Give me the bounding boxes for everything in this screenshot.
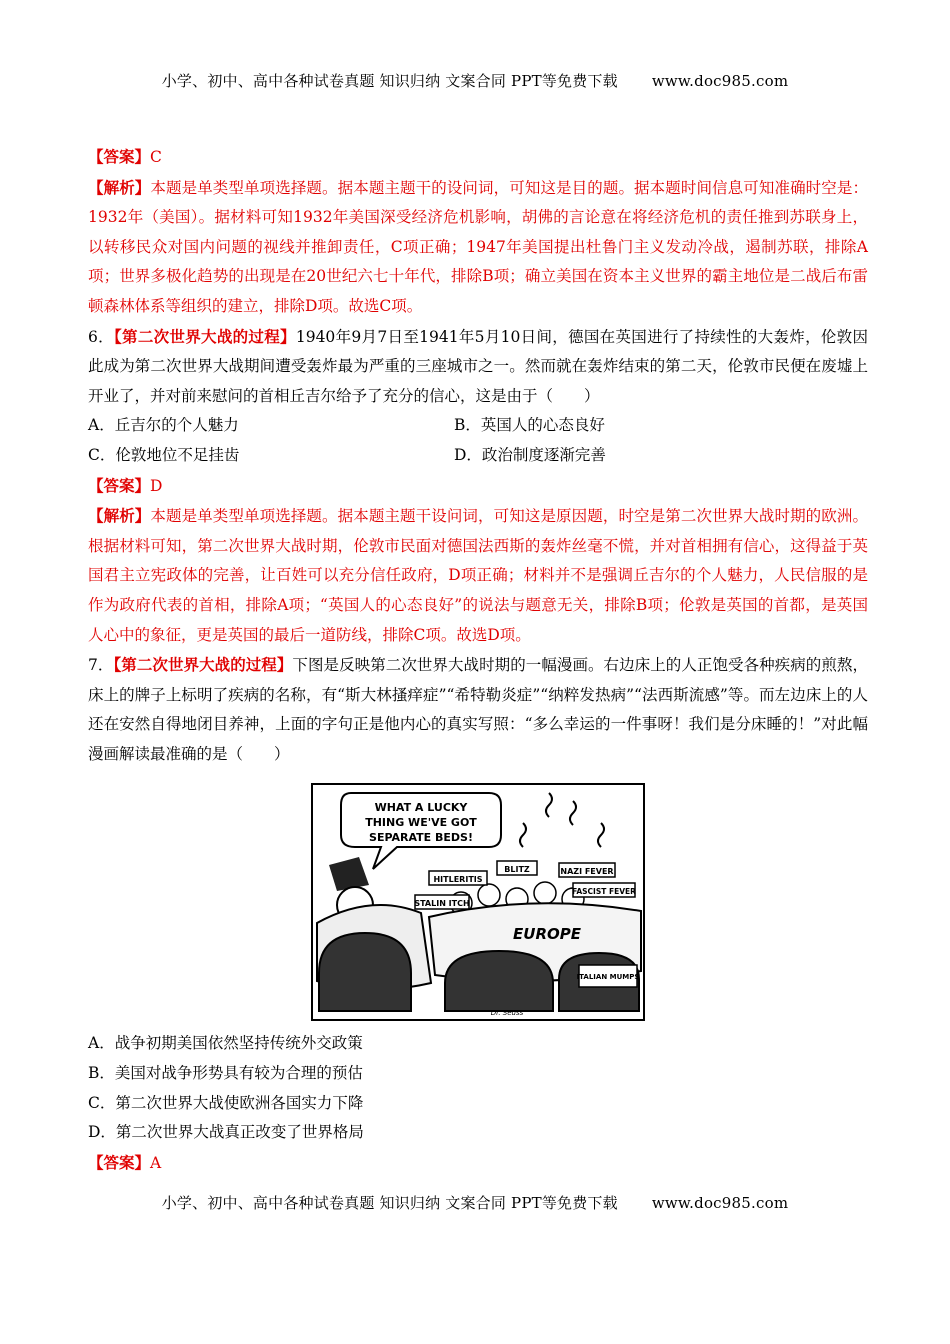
q7-tag: 【第二次世界大战的过程】 — [113, 655, 293, 675]
q6-analysis — [88, 501, 868, 650]
q7-option-c: C．第二次世界大战使欧洲各国实力下降 — [88, 1093, 364, 1112]
page-header — [0, 70, 950, 91]
q7-stem — [88, 650, 868, 769]
q5-answer-label: 【答案】 — [88, 147, 151, 166]
sign-hitleritis: HITLERITIS — [433, 875, 483, 885]
footer-url: www.doc985.com — [651, 1194, 789, 1212]
q6-tag: 【第二次世界大战的过程】 — [113, 326, 296, 346]
q5-analysis-text: 本题是单类型单项选择题。据本题主题干的设问词，可知这是目的题。据本题时间信息可知准确时空是：1932年（美国）。据材料可知1932年美国深受经济危机影响，胡佛的言论意在将经济危机的责任推到苏联身上，以转移民众对国内问题的视线并推卸责任，C项正确；1947年美国提出杜鲁门主义发动冷战，遏制苏联，排除A项；世界多极化趋势的出现是在20世纪六七十年代，排除B项；确立美国在资本主义世界的霸主地位是二战后布雷顿森林体系等组织的建立，排除D项。故选C项。 — [88, 178, 868, 315]
q6-options-row-2 — [88, 441, 868, 471]
q7-option-d: D．第二次世界大战真正改变了世界格局 — [88, 1123, 364, 1142]
q6-stem — [88, 322, 868, 412]
sign-stalin: STALIN ITCH — [414, 899, 470, 909]
q6-option-c: C．伦敦地位不足挂齿 — [88, 445, 240, 464]
cartoon-speech-line-2: THING WE'VE GOT — [365, 816, 477, 830]
document-body — [88, 142, 868, 1178]
q6-option-a: A．丘吉尔的个人魅力 — [88, 416, 239, 435]
q6-option-d: D．政治制度逐渐完善 — [454, 445, 606, 464]
sign-mumps: ITALIAN MUMPS — [576, 973, 640, 982]
q6-number: 6． — [88, 327, 114, 346]
q6-option-b: B．英国人的心态良好 — [454, 416, 605, 435]
q5-analysis-label: 【解析】 — [88, 177, 151, 197]
q7-answer-label: 【答案】 — [88, 1152, 151, 1172]
q7-option-b: B．美国对战争形势具有较为合理的预估 — [88, 1064, 363, 1083]
q6-answer-label: 【答案】 — [88, 475, 151, 495]
cartoon-illustration — [311, 783, 645, 1021]
q7-stem-text: 下图是反映第二次世界大战时期的一幅漫画。右边床上的人正饱受各种疾病的煎熬，床上的牌子上标明了疾病的名称，有“斯大林搔痒症”“希特勒炎症”“纳粹发热病”“法西斯流感”等。而左边床上的人还在安然自得地闭目养神，上面的字句正是他内心的真实写照：“多么幸运的一件事呀！我们是分床睡的！”对此幅漫画解读最准确的是（ ） — [88, 656, 868, 763]
q6-answer-value: D — [150, 476, 163, 495]
q5-analysis — [88, 173, 868, 322]
sign-europe: EUROPE — [513, 925, 581, 944]
q7-number: 7． — [88, 656, 114, 675]
header-url: www.doc985.com — [651, 72, 789, 90]
q5-answer-value: C — [150, 148, 162, 166]
q6-analysis-text: 本题是单类型单项选择题。据本题主题干设问词，可知这是原因题，时空是第二次世界大战时期的欧洲。根据材料可知，第二次世界大战时期，伦敦市民面对德国法西斯的轰炸丝毫不慌，并对首相拥有信心，这得益于英国君主立宪政体的完善，让百姓可以充分信任政府，D项正确；材料并不是强调丘吉尔的个人魅力，人民信服的是作为政府代表的首相，排除A项；“英国人的心态良好”的说法与题意无关，排除B项；伦敦是英国的首都，是英国人心中的象征，更是英国的最后一道防线，排除C项。故选D项。 — [88, 507, 868, 644]
q6-answer — [88, 471, 868, 502]
q6-stem-text: 1940年9月7日至1941年5月10日间，德国在英国进行了持续性的大轰炸，伦敦因此成为第二次世界大战期间遭受轰炸最为严重的三座城市之一。然而就在轰炸结束的第二天，伦敦市民便在废墟上开业了，并对前来慰问的首相丘吉尔给予了充分的信心，这是由于（ ） — [88, 327, 868, 405]
sign-blitz: BLITZ — [504, 865, 530, 875]
sign-fascist: FASCIST FEVER — [572, 887, 636, 897]
cartoon-speech-line-1: WHAT A LUCKY — [374, 801, 468, 815]
q7-option-a: A．战争初期美国依然坚持传统外交政策 — [88, 1034, 363, 1053]
q6-analysis-label: 【解析】 — [88, 506, 151, 526]
q6-options-row-1 — [88, 411, 868, 441]
header-text: 小学、初中、高中各种试卷真题 知识归纳 文案合同 PPT等免费下载 — [161, 72, 618, 90]
cartoon-speech-line-3: SEPARATE BEDS! — [369, 831, 473, 845]
footer-text: 小学、初中、高中各种试卷真题 知识归纳 文案合同 PPT等免费下载 — [161, 1194, 618, 1212]
cartoon-signature: Dr. Seuss — [490, 1009, 524, 1018]
q7-answer — [88, 1148, 868, 1179]
q7-answer-value: A — [150, 1153, 162, 1172]
cartoon-figure — [88, 783, 868, 1021]
q5-answer — [88, 142, 868, 173]
sign-nazi: NAZI FEVER — [560, 867, 614, 877]
page-footer — [0, 1192, 950, 1213]
